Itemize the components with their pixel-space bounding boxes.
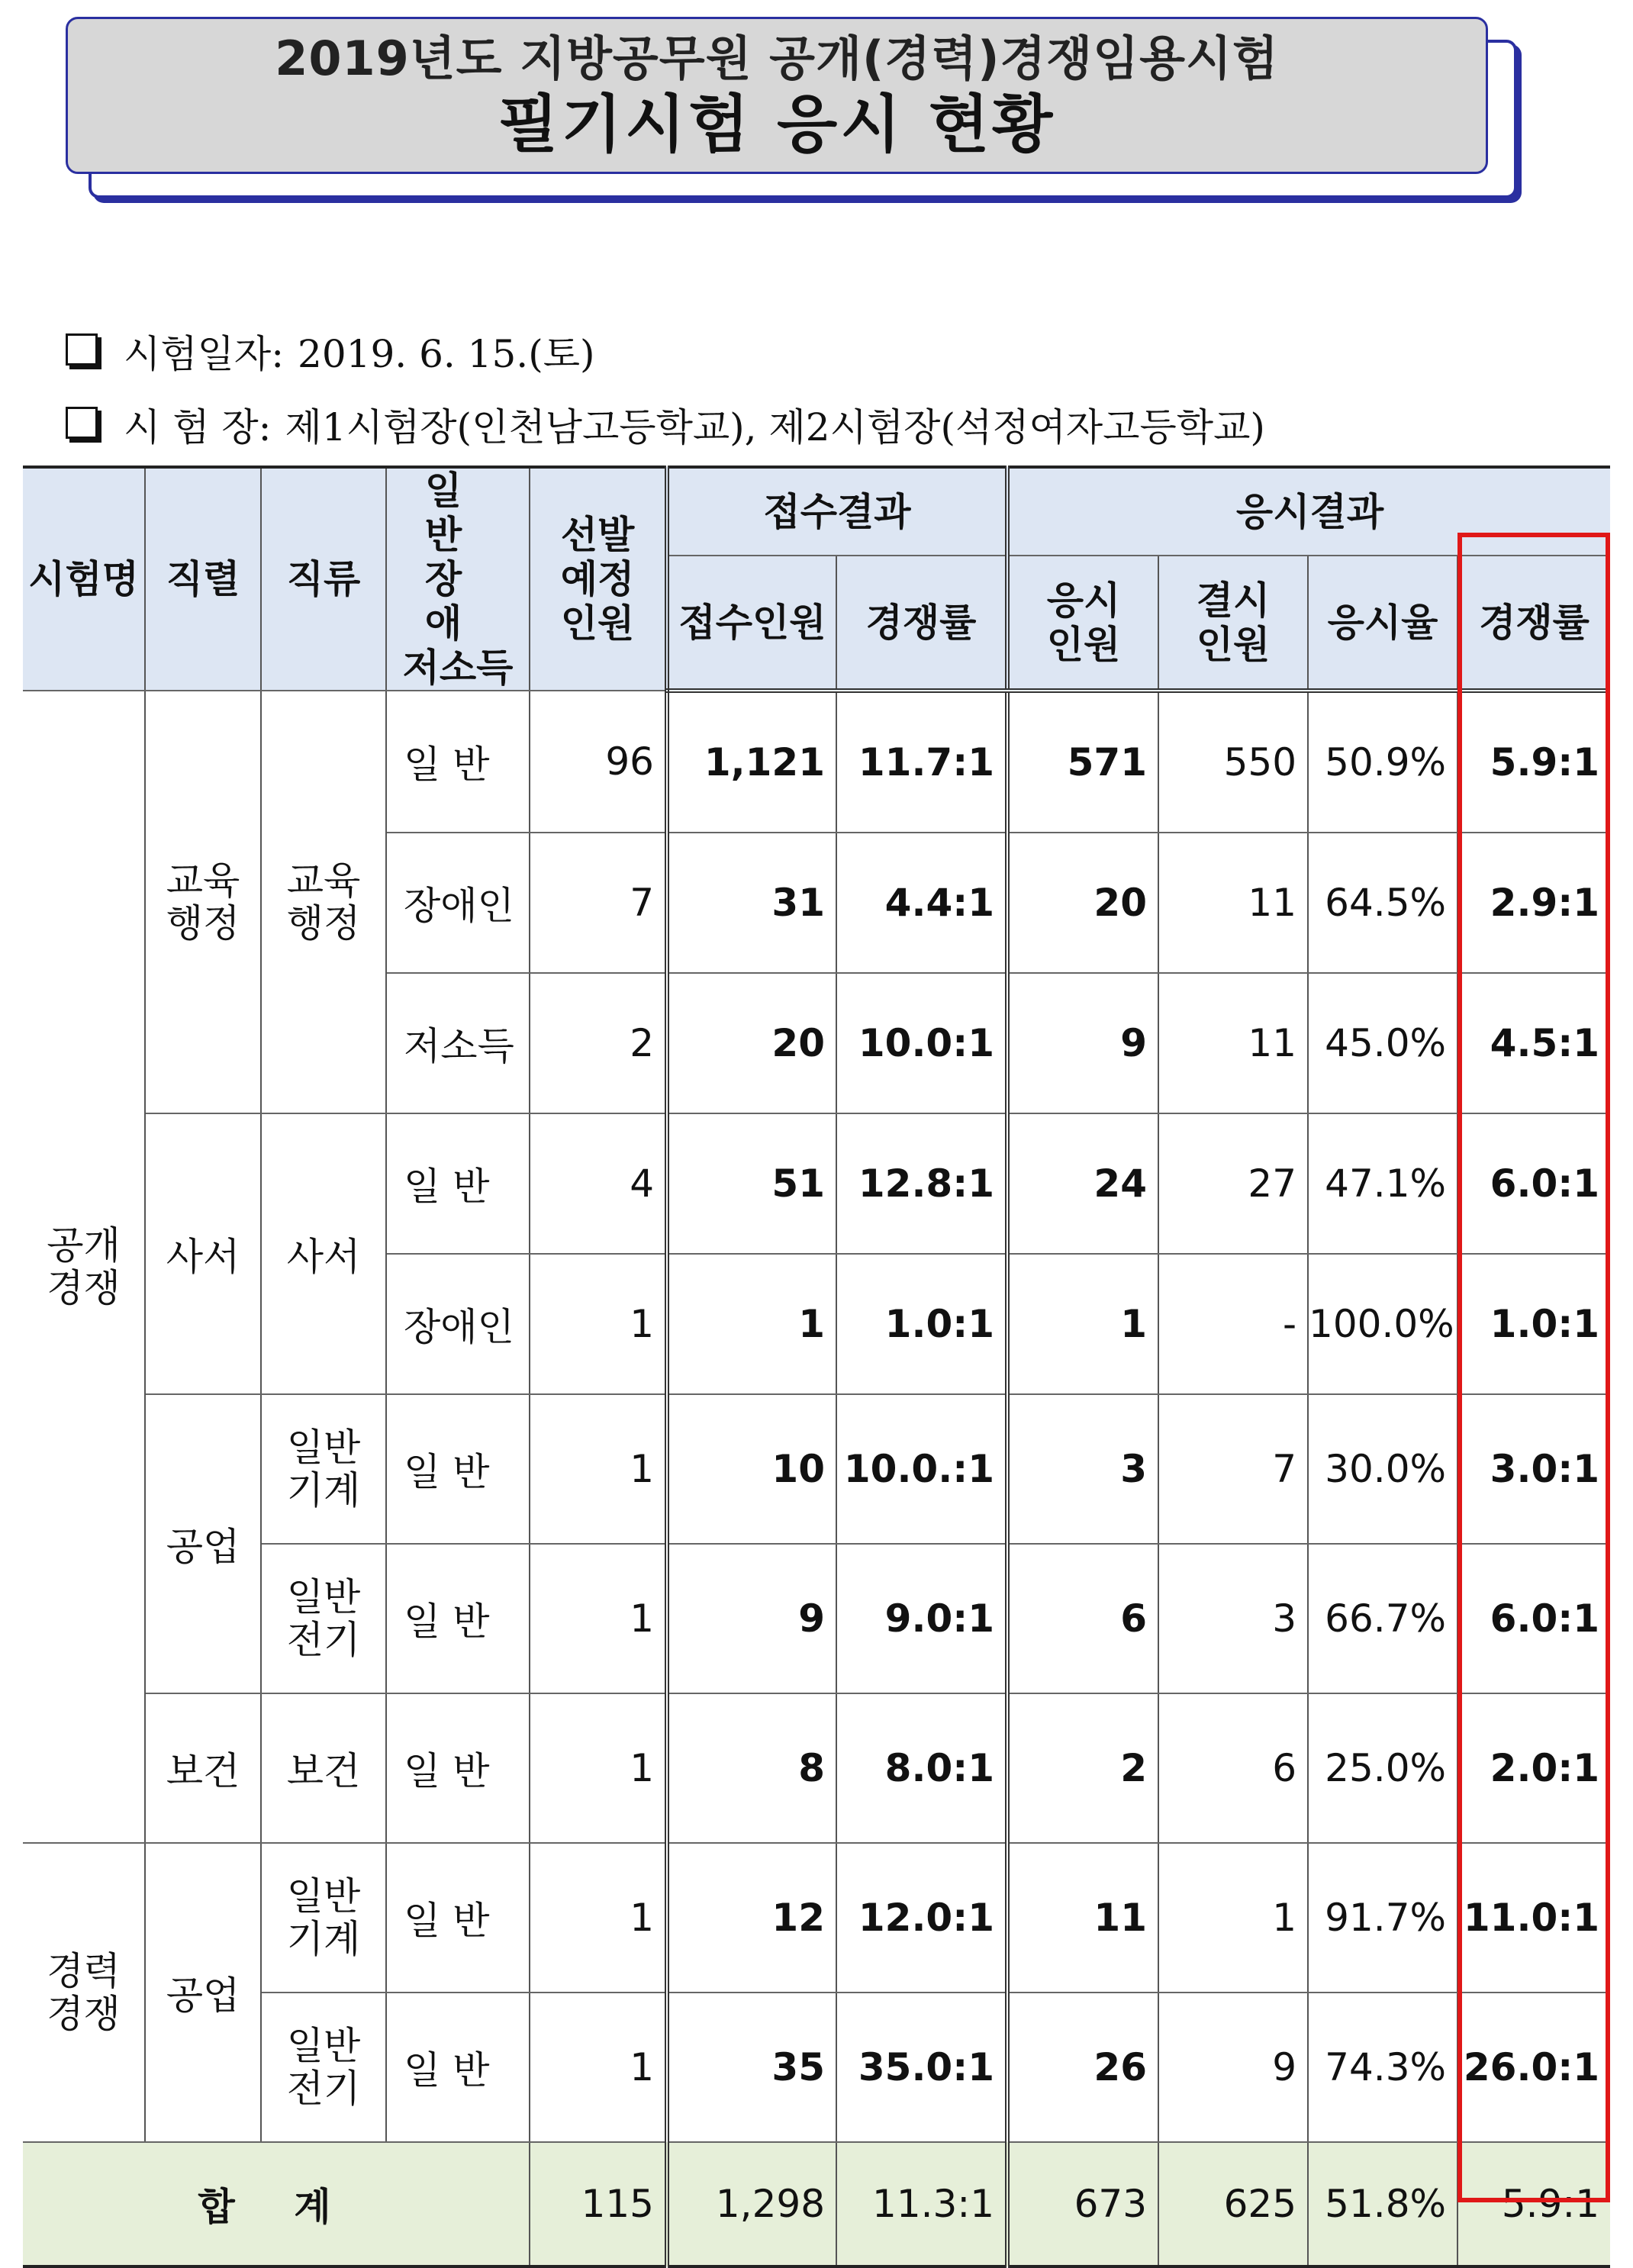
cell-take-rate: 30.0% <box>1308 1394 1457 1544</box>
cell-absent: 6 <box>1158 1693 1308 1843</box>
cell-take-rate: 100.0% <box>1308 1254 1457 1394</box>
cell-takers: 3 <box>1007 1394 1158 1544</box>
total-row <box>23 2142 1610 2266</box>
position-industry: 공업 <box>145 1394 261 1693</box>
cell-takers: 9 <box>1007 973 1158 1113</box>
header-category: 일 반 장 애 저소득 <box>386 467 530 691</box>
cell-take-rate: 66.7% <box>1308 1544 1457 1693</box>
field-general-mechanical: 일반 기계 <box>261 1394 386 1544</box>
cell-category: 일 반 <box>386 1693 530 1843</box>
cell-absent: 1 <box>1158 1843 1308 1993</box>
table-row <box>23 1843 1610 1993</box>
total-final-ratio: 5.9:1 <box>1457 2142 1610 2266</box>
total-planned: 115 <box>530 2142 667 2266</box>
cell-absent: - <box>1158 1254 1308 1394</box>
cell-category: 일 반 <box>386 1394 530 1544</box>
info-exam-date-label: 시험일자: <box>124 332 285 376</box>
cell-planned: 96 <box>530 691 667 833</box>
cell-category: 장애인 <box>386 833 530 973</box>
cell-applicants: 9 <box>667 1544 836 1693</box>
header-exam-group: 응시결과 <box>1007 467 1610 556</box>
cell-final-ratio: 26.0:1 <box>1457 1993 1610 2142</box>
cell-applicants: 1,121 <box>667 691 836 833</box>
table-row <box>23 1693 1610 1843</box>
cell-category: 장애인 <box>386 1254 530 1394</box>
cell-absent: 11 <box>1158 833 1308 973</box>
position-health: 보건 <box>145 1693 261 1843</box>
field-health: 보건 <box>261 1693 386 1843</box>
field-librarian: 사서 <box>261 1113 386 1394</box>
table-row <box>23 1113 1610 1254</box>
cell-absent: 9 <box>1158 1993 1308 2142</box>
cell-take-rate: 91.7% <box>1308 1843 1457 1993</box>
total-absent: 625 <box>1158 2142 1308 2266</box>
group-open-competition: 공개 경쟁 <box>23 691 145 1843</box>
cell-final-ratio: 6.0:1 <box>1457 1544 1610 1693</box>
cell-takers: 24 <box>1007 1113 1158 1254</box>
cell-app-ratio: 8.0:1 <box>836 1693 1007 1843</box>
header-final-ratio: 경쟁률 <box>1457 556 1610 691</box>
cell-app-ratio: 4.4:1 <box>836 833 1007 973</box>
table-row <box>23 691 1610 833</box>
title-banner <box>66 17 1515 198</box>
field-general-mechanical: 일반 기계 <box>261 1843 386 1993</box>
cell-take-rate: 45.0% <box>1308 973 1457 1113</box>
cell-applicants: 51 <box>667 1113 836 1254</box>
cell-applicants: 1 <box>667 1254 836 1394</box>
checkbox-bullet-icon <box>66 333 98 366</box>
total-label: 합 계 <box>23 2142 530 2266</box>
cell-planned: 1 <box>530 1993 667 2142</box>
cell-takers: 1 <box>1007 1254 1158 1394</box>
header-position: 직렬 <box>145 467 261 691</box>
field-edu-admin: 교육 행정 <box>261 691 386 1113</box>
cell-category: 일 반 <box>386 1544 530 1693</box>
cell-final-ratio: 2.0:1 <box>1457 1693 1610 1843</box>
cell-app-ratio: 35.0:1 <box>836 1993 1007 2142</box>
header-row-1 <box>23 467 1610 556</box>
header-takers: 응시 인원 <box>1007 556 1158 691</box>
cell-planned: 1 <box>530 1254 667 1394</box>
cell-absent: 3 <box>1158 1544 1308 1693</box>
cell-takers: 2 <box>1007 1693 1158 1843</box>
header-absent: 결시 인원 <box>1158 556 1308 691</box>
cell-final-ratio: 6.0:1 <box>1457 1113 1610 1254</box>
cell-app-ratio: 9.0:1 <box>836 1544 1007 1693</box>
header-planned: 선발 예정 인원 <box>530 467 667 691</box>
header-applicants: 접수인원 <box>667 556 836 691</box>
cell-final-ratio: 11.0:1 <box>1457 1843 1610 1993</box>
results-table <box>23 466 1610 2268</box>
header-take-rate: 응시율 <box>1308 556 1457 691</box>
info-exam-date <box>66 324 595 379</box>
cell-final-ratio: 5.9:1 <box>1457 691 1610 833</box>
cell-applicants: 10 <box>667 1394 836 1544</box>
cell-take-rate: 74.3% <box>1308 1993 1457 2142</box>
cell-planned: 1 <box>530 1544 667 1693</box>
group-career-competition: 경력 경쟁 <box>23 1843 145 2142</box>
cell-final-ratio: 4.5:1 <box>1457 973 1610 1113</box>
table-row <box>23 1394 1610 1544</box>
position-industry-career: 공업 <box>145 1843 261 2142</box>
cell-planned: 1 <box>530 1693 667 1843</box>
cell-takers: 11 <box>1007 1843 1158 1993</box>
total-applicants: 1,298 <box>667 2142 836 2266</box>
cell-planned: 1 <box>530 1394 667 1544</box>
cell-app-ratio: 12.0:1 <box>836 1843 1007 1993</box>
results-table-wrapper <box>23 466 1610 2268</box>
cell-applicants: 20 <box>667 973 836 1113</box>
total-takers: 673 <box>1007 2142 1158 2266</box>
cell-planned: 1 <box>530 1843 667 1993</box>
cell-app-ratio: 12.8:1 <box>836 1113 1007 1254</box>
cell-take-rate: 64.5% <box>1308 833 1457 973</box>
field-general-electrical: 일반 전기 <box>261 1993 386 2142</box>
header-exam-name: 시험명 <box>23 467 145 691</box>
cell-category: 일 반 <box>386 1843 530 1993</box>
cell-planned: 4 <box>530 1113 667 1254</box>
cell-takers: 26 <box>1007 1993 1158 2142</box>
cell-absent: 550 <box>1158 691 1308 833</box>
cell-applicants: 8 <box>667 1693 836 1843</box>
cell-takers: 6 <box>1007 1544 1158 1693</box>
cell-planned: 2 <box>530 973 667 1113</box>
info-exam-venue-value: 제1시험장(인천남고등학교), 제2시험장(석정여자고등학교) <box>285 405 1265 449</box>
total-take-rate: 51.8% <box>1308 2142 1457 2266</box>
cell-final-ratio: 1.0:1 <box>1457 1254 1610 1394</box>
cell-final-ratio: 3.0:1 <box>1457 1394 1610 1544</box>
title-line-1: 2019년도 지방공무원 공개(경력)경쟁임용시험 <box>275 31 1279 86</box>
cell-applicants: 12 <box>667 1843 836 1993</box>
header-field: 직류 <box>261 467 386 691</box>
cell-app-ratio: 10.0.:1 <box>836 1394 1007 1544</box>
cell-absent: 7 <box>1158 1394 1308 1544</box>
position-librarian: 사서 <box>145 1113 261 1394</box>
header-app-ratio: 경쟁률 <box>836 556 1007 691</box>
cell-take-rate: 50.9% <box>1308 691 1457 833</box>
checkbox-bullet-icon <box>66 407 98 439</box>
info-exam-venue <box>66 397 1265 452</box>
cell-category: 일 반 <box>386 1113 530 1254</box>
cell-app-ratio: 10.0:1 <box>836 973 1007 1113</box>
cell-applicants: 31 <box>667 833 836 973</box>
title-line-2: 필기시험 응시 현황 <box>498 89 1056 161</box>
header-application-group: 접수결과 <box>667 467 1007 556</box>
table-row <box>23 1544 1610 1693</box>
cell-absent: 11 <box>1158 973 1308 1113</box>
cell-category: 일 반 <box>386 1993 530 2142</box>
total-app-ratio: 11.3:1 <box>836 2142 1007 2266</box>
cell-applicants: 35 <box>667 1993 836 2142</box>
cell-final-ratio: 2.9:1 <box>1457 833 1610 973</box>
cell-takers: 20 <box>1007 833 1158 973</box>
field-general-electrical: 일반 전기 <box>261 1544 386 1693</box>
table-row <box>23 1993 1610 2142</box>
cell-planned: 7 <box>530 833 667 973</box>
cell-app-ratio: 1.0:1 <box>836 1254 1007 1394</box>
cell-take-rate: 25.0% <box>1308 1693 1457 1843</box>
cell-takers: 571 <box>1007 691 1158 833</box>
position-edu-admin: 교육 행정 <box>145 691 261 1113</box>
cell-take-rate: 47.1% <box>1308 1113 1457 1254</box>
title-box <box>66 17 1488 174</box>
cell-app-ratio: 11.7:1 <box>836 691 1007 833</box>
info-exam-date-value: 2019. 6. 15.(토) <box>298 332 595 376</box>
info-exam-venue-label: 시 험 장: <box>124 405 272 449</box>
cell-absent: 27 <box>1158 1113 1308 1254</box>
cell-category: 저소득 <box>386 973 530 1113</box>
cell-category: 일 반 <box>386 691 530 833</box>
